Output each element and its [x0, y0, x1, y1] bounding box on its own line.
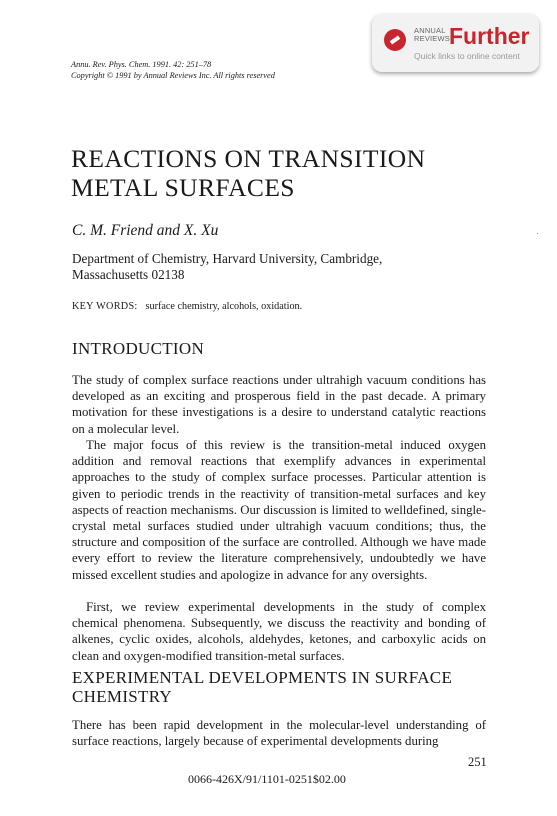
- keywords: [72, 301, 302, 312]
- title-line-1: REACTIONS ON TRANSITION: [71, 144, 426, 173]
- paragraph: There has been rapid development in the molecular-level understanding of surface reactions, largely because of experimental developments during: [72, 718, 486, 749]
- article-code: 0066-426X/91/1101-0251$02.00: [188, 772, 346, 786]
- keywords-list: surface chemistry, alcohols, oxidation.: [145, 301, 303, 312]
- article-title: [71, 144, 425, 202]
- page-number: 251: [468, 755, 487, 769]
- journal-reference: Annu. Rev. Phys. Chem. 1991. 42: 251–78: [71, 60, 212, 69]
- badge-subtitle: Quick links to online content: [414, 51, 520, 61]
- section-heading-introduction: INTRODUCTION: [72, 339, 205, 358]
- annual-reviews-label: ANNUAL REVIEWS: [414, 26, 450, 43]
- affiliation-line-2: Massachusetts 02138: [72, 267, 185, 282]
- annual-reviews-logo-icon: [384, 29, 406, 51]
- paragraph: First, we review experimental developments in the study of complex chemical phenomena. Subsequently, we discuss the reactivity and bonding of alkenes, cyclic oxides, alcohols, aldehydes, ketones, and carboxylic acids on clean and oxygen-modified transition-metal surfaces.: [72, 600, 486, 663]
- title-line-2: METAL SURFACES: [71, 173, 295, 202]
- paragraph: The major focus of this review is the transition-metal induced oxygen addition and removal reactions that exemplify advances in experimental approaches to the study of complex surface processes. Particular attention is given to periodic trends in the reactivity of transition-metal surfaces and key aspects of reaction mechanisms. Our discussion is limited to welldefined, single-crystal metal surfaces studied under ultrahigh vacuum conditions; thus, the structure and composition of the surface are controlled. Although we have made every effort to review the literature comprehensively, undoubtedly we have missed excellent studies and apologize in advance for any oversights.: [72, 438, 486, 582]
- copyright-line: Copyright © 1991 by Annual Reviews Inc. All rights reserved: [71, 71, 275, 80]
- section-heading-experimental-developments: EXPERIMENTAL DEVELOPMENTS IN SURFACE CHEMISTRY: [72, 668, 453, 706]
- further-links-badge[interactable]: [372, 14, 539, 72]
- scan-artifact: [537, 233, 538, 234]
- further-label: Further: [449, 23, 530, 49]
- affiliation-line-1: Department of Chemistry, Harvard University, Cambridge,: [72, 251, 383, 266]
- paragraph: The study of complex surface reactions under ultrahigh vacuum conditions has developed as an exciting and prosperous field in the past decade. A primary motivation for these investigations is a desire to understand catalytic reactions on a molecular level.: [72, 373, 486, 436]
- keywords-label: KEY WORDS:: [72, 301, 138, 312]
- authors: C. M. Friend and X. Xu: [72, 222, 219, 239]
